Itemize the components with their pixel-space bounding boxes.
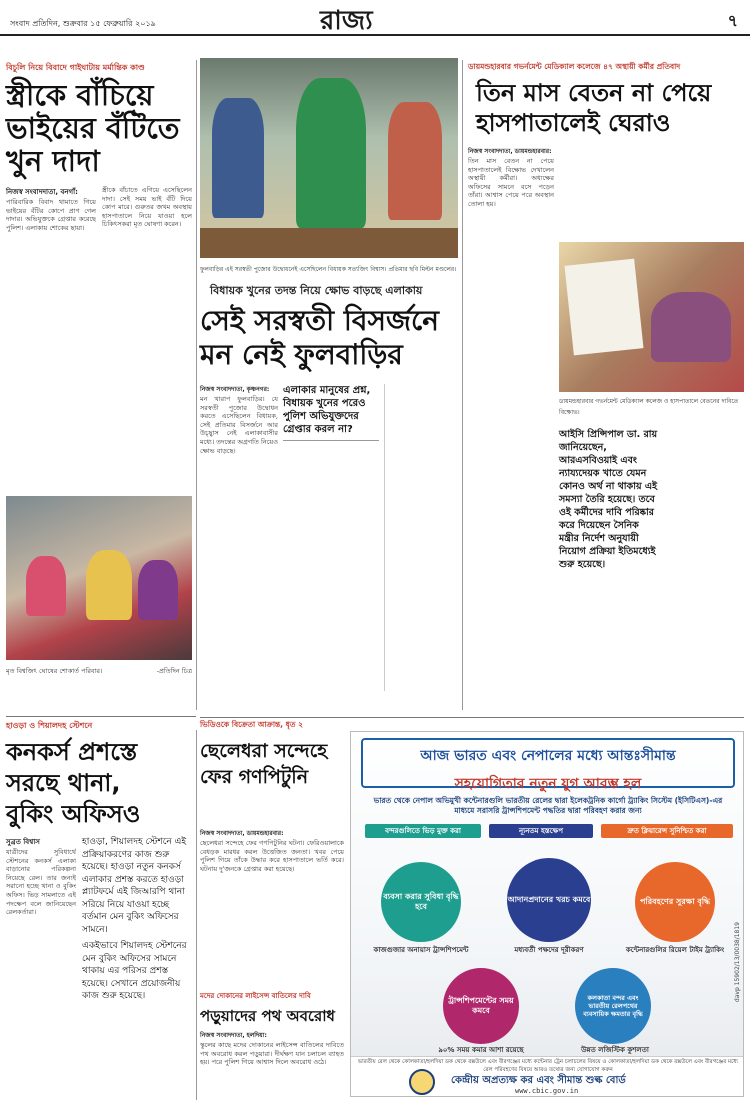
benefit-title: আদানপ্রদানের খরচ কমবে	[507, 895, 591, 904]
story-kicker: ডায়মন্ডহারবার গভর্নমেন্ট মেডিক্যাল কলেজে ৪৭ অস্থায়ী কর্মীর প্রতিবাদ	[468, 62, 681, 71]
protest-photo	[559, 242, 744, 392]
story-byline: সুব্রত বিশ্বাস	[6, 838, 40, 846]
story-kicker: বিধায়ক খুনের তদন্ত নিয়ে ক্ষোভ বাড়ছে এলাকায়	[210, 284, 423, 297]
story-byline: নিজস্ব সংবাদদাতা, হলদিয়া:	[200, 1032, 267, 1039]
story-body: ছেলেধরা সন্দেহে ফের গণপিটুনির ঘটনা। ফেরিওয়ালাকে বেধড়ক মারধর করল উত্তেজিত জনতা। খবর পেয়ে পুলিশ গিয়ে তাঁকে উদ্ধার করে হাসপাতালে ভর্তি করে। ঘটনায় দু'জনকে গ্রেপ্তার করা হয়েছে।	[200, 839, 344, 873]
benefit-note: কাজগুজার অনায়াস ট্রান্সশিপমেন্ট	[373, 946, 469, 954]
ad-benefit-circle	[575, 968, 651, 1044]
story-body: তিন মাস বেতন না পেয়ে হাসপাতালেই বিক্ষোভ দেখালেন অস্থায়ী কর্মীরা। অধ্যক্ষের অফিসের সামনে বসে পড়েন তাঁরা। আশ্বাস পেয়ে পরে অবস্থান তোলা হয়।	[468, 157, 554, 208]
story-headline	[200, 738, 344, 790]
sidebar-text: একইভাবে শিয়ালদহ স্টেশনের মেন বুকিং অফিসের সামনে থাকায় এর পরিসর প্রশস্ত হয়েছে। সেখানে প্রয়োজনীয় কাজ শুরু হয়েছে।	[82, 941, 187, 1001]
headline-line: বুকিং অফিসও	[6, 800, 141, 828]
story-body: পারিবারিক বিবাদ থামাতে গিয়ে ভাইয়ের বঁটির কোপে প্রাণ গেল দাদার। অভিযুক্তকে গ্রেপ্তার করেছে পুলিশ। এলাকায় শোকের ছায়া।	[6, 198, 96, 232]
benefit-title: কলকাতা বন্দর এবং ভারতীয় রেলপথের ব্যবসায়িক ক্ষমতার বৃদ্ধি	[583, 994, 643, 1018]
ad-headline	[361, 738, 735, 792]
benefit-note: উন্নত লজিস্টিক কুশলতা	[581, 1046, 649, 1054]
benefit-note: কন্টেনারগুলির রিয়েল টাইম ট্র্যাকিং	[625, 946, 725, 954]
headline-line: ছেলেধরা সন্দেহে	[200, 740, 328, 762]
ad-board-name: কেন্দ্রীয় অপ্রত্যক্ষ কর এবং সীমান্ত শুল্ক বোর্ড	[451, 1075, 626, 1086]
page-number: ৭	[727, 11, 738, 30]
family-photo	[6, 496, 192, 660]
benefit-note: মধ্যবর্তী পক্ষদের দূরীকরণ	[514, 946, 584, 954]
story-headline	[6, 737, 192, 830]
highlight-box: আইসি প্রিন্সিপাল ডা. রায় জানিয়েছেন, আরএসবিওয়াই এবং ন্যায্যদেয়ক খাতে যেমন কোনও অর্থ না থাকায় এই সমস্যা তৈরি হয়েছে। তবে ওই কর্মীদের দাবি পরিষ্কার করে দিয়েছেন সৈনিক মন্ত্রীর নির্দেশ অনুযায়ী নিয়োগ প্রক্রিয়া ইতিমধ্যেই শুরু হয়েছে।	[559, 429, 658, 570]
ad-footer	[351, 1056, 744, 1097]
ad-tag: দ্রুত ক্লিয়ারেন্স সুনিশ্চিত করা	[601, 824, 733, 838]
story-student-blockade	[200, 990, 344, 1100]
section-rule	[6, 716, 196, 717]
ad-tag: ন্যূনতম হস্তক্ষেপ	[489, 824, 593, 838]
headline-line: মন নেই ফুলবাড়ির	[200, 338, 403, 371]
section-rule	[200, 717, 744, 718]
story-headline	[200, 304, 458, 372]
story-byline: নিজস্ব সংবাদদাতা, ডায়মন্ডহারবার:	[200, 830, 284, 837]
headline-line: কনকর্স প্রশস্তে	[6, 738, 138, 766]
story-lynching	[200, 720, 344, 815]
ad-code: davp 15902/13/0038/1819	[734, 922, 741, 1003]
photo-caption: ফুলবাড়ির এই সরস্বতী পুজোর উদ্বোধনেই এসেছিলেন বিধায়ক সত্যজিৎ বিশ্বাস। প্রতিমার ছবি মিল্টন মণ্ডলের।	[200, 266, 457, 273]
story-body: মন খারাপ ফুলবাড়ির। যে সরস্বতী পুজোর উদ্বোধন করতে এসেছিলেন বিধায়ক, সেই প্রতিমার বিসর্জনে আর উচ্ছ্বাস নেই এলাকাবাসীর মধ্যে। তদন্তের অগ্রগতি নিয়েও ক্ষোভ বাড়ছে।	[200, 395, 278, 455]
ad-benefit-circle	[381, 862, 461, 942]
story-murder	[6, 62, 192, 712]
ad-footer-text: ভারতীয় রেল থেকে কোলকাতা/হলদিয়া ডক থেকে রক্সউলে এবং বীরগঞ্জের মধ্যে কন্টেনার ট্রেন চলাচলের বিষয়ে ও কোলকাতা/হলদিয়া ডক থেকে রক্সউলে এবং বীরগঞ্জের মধ্যে রেল পরিবহণের বিষয়ে আরও তথ্যের জন্য যোগাযোগ করুন	[358, 1059, 738, 1073]
ad-benefit-circle	[507, 858, 591, 942]
story-body: স্কুলের কাছে মদের দোকানের লাইসেন্স বাতিলের দাবিতে পথ অবরোধ করল পড়ুয়ারা। দীর্ঘক্ষণ যান চলাচল ব্যাহত হয়। পরে পুলিশ গিয়ে আশ্বাস দিলে অবরোধ ওঠে।	[200, 1041, 344, 1067]
benefit-note: ৯০% সময় কমার আশা রয়েছে	[438, 1046, 524, 1054]
headline-line: হাসপাতালেই ঘেরাও	[476, 109, 671, 137]
ad-tag: বন্দরগুলিতে ভিড় মুক্ত করা	[365, 824, 481, 838]
story-byline: নিজস্ব সংবাদদাতা, কৃষ্ণনগর:	[200, 386, 270, 393]
ad-headline-line: সহযোগিতার নতুন যুগ আরম্ভ হল	[454, 776, 642, 792]
headline-line: খুন দাদা	[6, 144, 100, 178]
column-divider	[196, 60, 197, 710]
ad-url[interactable]: www.cbic.gov.in	[515, 1087, 579, 1095]
headline-line: সেই সরস্বতী বিসর্জনে	[200, 304, 439, 337]
headline-line: স্ত্রীকে বাঁচিয়ে	[6, 78, 154, 112]
story-body: যাত্রীদের সুবিধার্থে স্টেশনের কনকর্স এলাকা বাড়ানোর পরিকল্পনা নিয়েছে রেল। তার জন্যই সরানো হচ্ছে থানা ও বুকিং অফিস। ভিড় সামলাতে এই পদক্ষেপ বলে জানিয়েছেন রেলকর্তারা।	[6, 848, 76, 917]
story-kicker: হাওড়া ও শিয়ালদহ স্টেশনে	[6, 721, 93, 730]
cbic-emblem-icon	[409, 1069, 435, 1095]
date-line: সংবাদ প্রতিদিন, শুক্রবার ১৫ ফেব্রুয়ারি ২০১৯	[10, 19, 156, 28]
ad-benefit-circle	[635, 862, 715, 942]
story-headline	[6, 79, 192, 178]
pull-quote: এলাকার মানুষের প্রশ্ন, বিধায়ক খুনের পরেও পুলিশ অভিযুক্তদের গ্রেপ্তার করল না?	[283, 384, 379, 441]
story-station-concourse	[6, 720, 192, 1100]
story-saraswati	[200, 58, 458, 710]
headline-line: সরছে থানা,	[6, 769, 121, 797]
government-advertisement	[350, 731, 744, 1097]
ad-subhead: ভারত থেকে নেপাল অভিমুখী কন্টেনারগুলি ভারতীয় রেলের দ্বারা ইলেকট্রনিক কার্গো ট্র্যাকিং সিস্টেম (ইসিটিএস)-এর মাধ্যমে সরাসরি ট্রান্সশিপমেন্ট পদ্ধতির দ্বারা পরিবহণ করার জন্য	[373, 796, 723, 815]
column-divider	[462, 60, 463, 710]
saraswati-idol-photo	[200, 58, 458, 258]
story-kicker: মদের দোকানের লাইসেন্স বাতিলের দাবি	[200, 992, 311, 1000]
headline-line: তিন মাস বেতন না পেয়ে	[476, 79, 712, 107]
story-hospital-protest	[468, 62, 744, 710]
photo-caption: মৃত বিশ্বজিৎ ঘোষের শোকার্ত পরিবার।	[6, 667, 103, 675]
masthead	[0, 0, 750, 36]
sidebar-text: হাওড়া, শিয়ালদহ স্টেশনে এই প্রক্রিয়াকরণের কাজ শুরু হয়েছে। হাওড়া নতুন কনকর্স এলাকার প্রশস্ত করতে হাওড়া প্ল্যাটফর্মে এই জিআরপি থানা সরিয়ে নিয়ে যাওয়া হচ্ছে বর্তমান মেন বুকিং অফিসের সামনে।	[82, 837, 187, 935]
section-title: রাজ্য	[320, 6, 373, 36]
story-kicker: ভিডিওকে বিক্রেতা আক্রান্ত, ধৃত ২	[200, 720, 303, 729]
benefit-title: ব্যবসা করার সুবিধা বৃদ্ধি হবে	[383, 892, 459, 911]
story-byline: নিজস্ব সংবাদদাতা, বনগাঁ:	[6, 188, 78, 196]
benefit-title: ট্রান্সশিপমেন্টের সময় কমবে	[448, 996, 514, 1015]
column-divider	[196, 730, 197, 1100]
ad-benefit-circle	[443, 968, 519, 1044]
story-kicker: বিচুলি নিয়ে বিবাদে গাইঘাটায় মর্মান্তিক কাণ্ড	[6, 63, 145, 72]
story-lynching-text	[200, 828, 344, 983]
headline-line: ভাইয়ের বঁটিতে	[6, 111, 180, 145]
story-headline: পড়ুয়াদের পথ অবরোধ	[200, 1007, 335, 1025]
story-body: স্ত্রীকে বাঁচাতে এগিয়ে এসেছিলেন দাদা। সেই সময় ভাই বঁটি দিয়ে কোপ মারে। গুরুতর জখম অবস্থায় হাসপাতালে নিয়ে যাওয়া হলে চিকিৎসকরা মৃত ঘোষণা করেন।	[102, 186, 192, 229]
photo-caption: ডায়মন্ডহারবার গভর্নমেন্ট মেডিক্যাল কলেজ ও হাসপাতালে বেতনের দাবিতে বিক্ষোভ।	[559, 398, 739, 416]
story-headline	[468, 78, 744, 138]
ad-headline-line: আজ ভারত এবং নেপালের মধ্যে আন্তঃসীমান্ত	[420, 748, 676, 764]
headline-line: ফের গণপিটুনি	[200, 766, 309, 788]
photo-credit: -প্রতিদিন চিত্র	[156, 667, 192, 675]
story-byline: নিজস্ব সংবাদদাতা, ডায়মন্ডহারবার:	[468, 148, 552, 155]
benefit-title: পরিবহণের সুরক্ষা বৃদ্ধি	[640, 897, 710, 906]
